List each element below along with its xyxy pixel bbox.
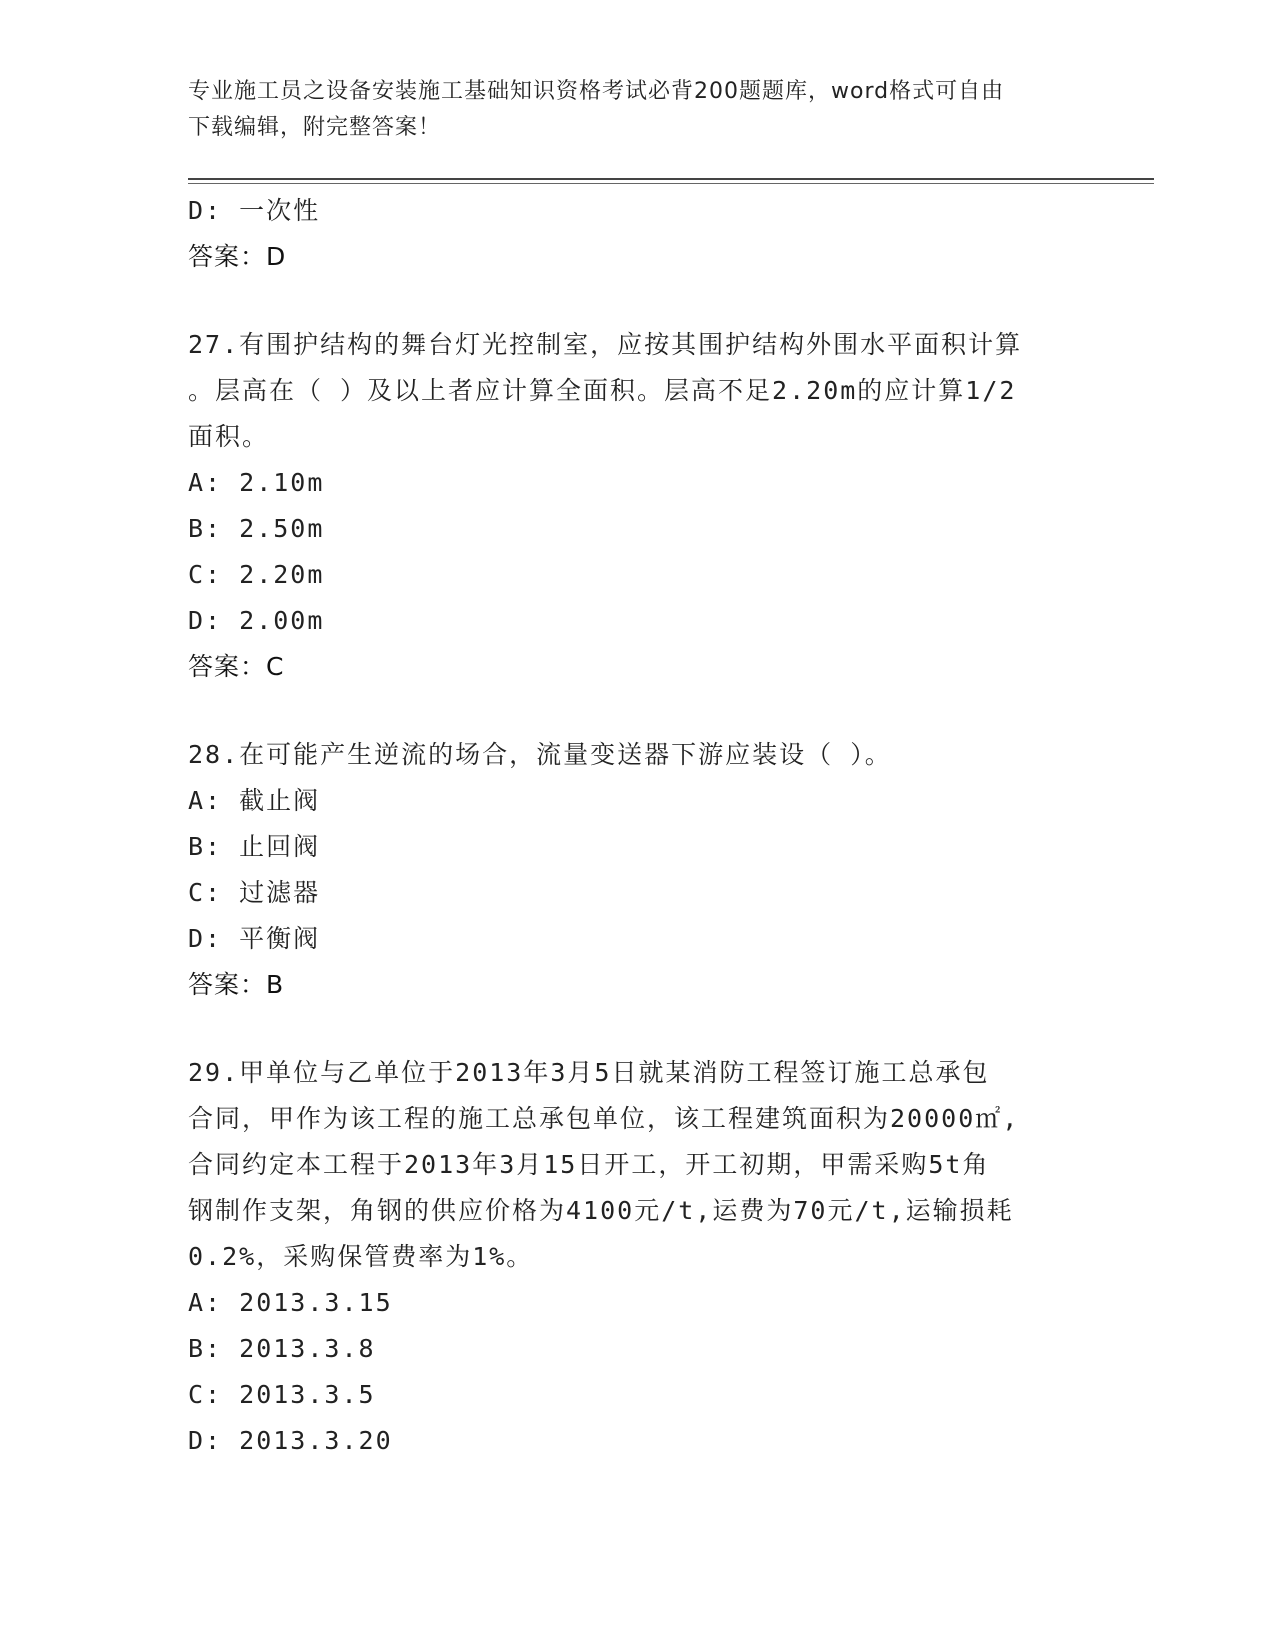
header-rule-thick: [188, 178, 1154, 180]
question-29-option-d: D: 2013.3.20: [188, 1426, 393, 1455]
question-27-option-d: D: 2.00m: [188, 606, 325, 635]
question-content: [188, 188, 1088, 1464]
question-29-line-2: 合同，甲作为该工程的施工总承包单位，该工程建筑面积为20000㎡,: [188, 1104, 1020, 1133]
document-header: [188, 74, 1068, 146]
question-28-option-b: B: 止回阀: [188, 832, 321, 861]
prev-option-d: D: 一次性: [188, 196, 321, 225]
question-27-line-3: 面积。: [188, 422, 270, 451]
question-27-text: [188, 322, 1088, 460]
question-27-option-a: A: 2.10m: [188, 468, 325, 497]
header-line-1: 专业施工员之设备安装施工基础知识资格考试必背200题题库，word格式可自由: [188, 79, 1005, 104]
spacer: [188, 1008, 1088, 1050]
spacer: [188, 690, 1088, 732]
question-29-option-b: B: 2013.3.8: [188, 1334, 376, 1363]
question-27-line-1: 27.有围护结构的舞台灯光控制室，应按其围护结构外围水平面积计算: [188, 330, 1023, 359]
question-29-line-3: 合同约定本工程于2013年3月15日开工，开工初期，甲需采购5t角: [188, 1150, 990, 1179]
prev-answer: 答案：D: [188, 242, 287, 271]
question-27-answer: 答案：C: [188, 652, 285, 681]
spacer: [188, 280, 1088, 322]
question-28-text: [188, 732, 1088, 778]
question-28-answer: 答案：B: [188, 970, 285, 999]
header-line-2: 下载编辑，附完整答案！: [188, 115, 442, 140]
question-27-option-b: B: 2.50m: [188, 514, 325, 543]
question-29-option-c: C: 2013.3.5: [188, 1380, 376, 1409]
question-27-line-2: 。层高在（ ）及以上者应计算全面积。层高不足2.20m的应计算1/2: [188, 376, 1017, 405]
question-28-option-a: A: 截止阀: [188, 786, 321, 815]
question-29-text: [188, 1050, 1088, 1280]
question-29-line-1: 29.甲单位与乙单位于2013年3月5日就某消防工程签订施工总承包: [188, 1058, 990, 1087]
question-28-option-d: D: 平衡阀: [188, 924, 321, 953]
question-29-option-a: A: 2013.3.15: [188, 1288, 393, 1317]
header-rule-thin: [188, 183, 1154, 184]
question-27-option-c: C: 2.20m: [188, 560, 325, 589]
question-29-line-4: 钢制作支架，角钢的供应价格为4100元/t,运费为70元/t,运输损耗: [188, 1196, 1014, 1225]
question-29-line-5: 0.2%，采购保管费率为1%。: [188, 1242, 534, 1271]
question-28-line-1: 28.在可能产生逆流的场合，流量变送器下游应装设（ ）。: [188, 740, 892, 769]
question-28-option-c: C: 过滤器: [188, 878, 321, 907]
